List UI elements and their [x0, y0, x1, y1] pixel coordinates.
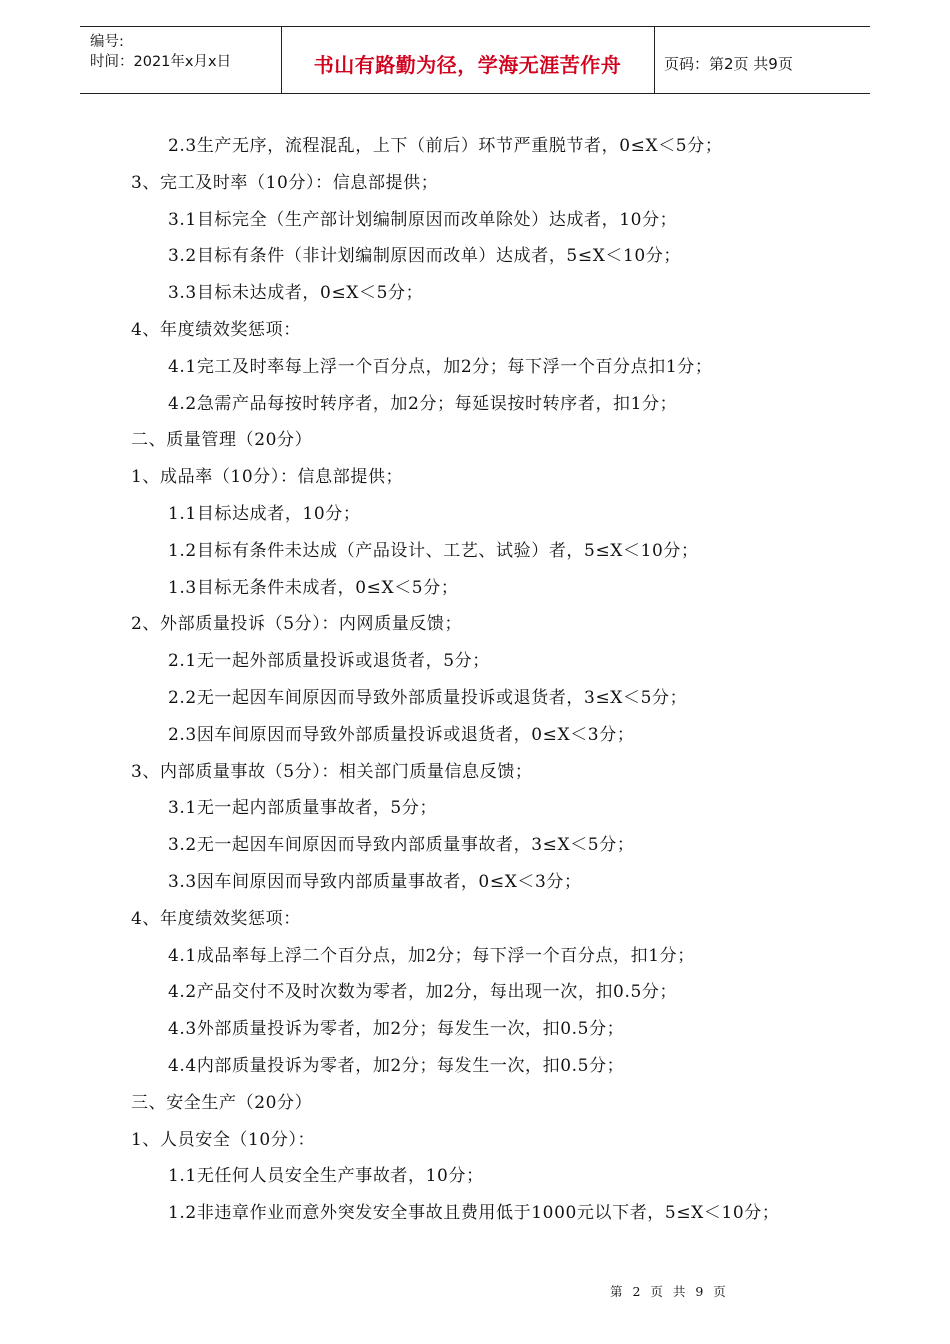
list-item: 3.1无一起内部质量事故者，5分； [168, 798, 438, 819]
header-info-cell [80, 27, 282, 93]
list-item: 4.2产品交付不及时次数为零者，加2分，每出现一次，扣0.5分； [168, 982, 678, 1003]
list-item: 2.2无一起因车间原因而导致外部质量投诉或退货者，3≤X＜5分； [168, 688, 688, 708]
section-heading: 1、成品率（10分）：信息部提供； [131, 467, 404, 488]
list-item: 2.3生产无序，流程混乱，上下（前后）环节严重脱节者，0≤X＜5分； [168, 136, 723, 156]
list-item: 4.4内部质量投诉为零者，加2分；每发生一次，扣0.5分； [168, 1056, 625, 1076]
header-motto: 书山有路勤为径，学海无涯苦作舟 [313, 53, 622, 77]
section-heading: 4、年度绩效奖惩项： [131, 908, 301, 929]
page-header [80, 26, 870, 94]
list-item: 2.1无一起外部质量投诉或退货者，5分； [168, 651, 490, 672]
time-label: 时间：2021年x月x日 [90, 54, 232, 70]
list-item: 1.2非违章作业而意外突发安全事故且费用低于1000元以下者，5≤X＜10分； [168, 1203, 780, 1224]
list-item: 3.3因车间原因而导致内部质量事故者，0≤X＜3分； [168, 872, 582, 892]
serial-label: 编号: [90, 34, 124, 50]
header-motto-cell [281, 27, 655, 93]
section-heading: 4、年度绩效奖惩项： [131, 320, 301, 340]
section-heading: 三、安全生产（20分） [131, 1092, 313, 1113]
section-heading: 1、人员安全（10分）： [131, 1129, 316, 1150]
list-item: 3.2无一起因车间原因而导致内部质量事故者，3≤X＜5分； [168, 835, 635, 856]
list-item: 4.2急需产品每按时转序者，加2分；每延误按时转序者，扣1分； [168, 393, 678, 414]
section-heading: 3、内部质量事故（5分）：相关部门质量信息反馈； [131, 761, 533, 782]
list-item: 1.3目标无条件未成者，0≤X＜5分； [168, 577, 459, 598]
section-heading: 二、质量管理（20分） [131, 430, 313, 451]
list-item: 4.3外部质量投诉为零者，加2分；每发生一次，扣0.5分； [168, 1019, 625, 1040]
list-item: 1.1无任何人员安全生产事故者，10分； [168, 1166, 484, 1187]
list-item: 4.1成品率每上浮二个百分点，加2分；每下浮一个百分点，扣1分； [168, 945, 695, 966]
list-item: 3.2目标有条件（非计划编制原因而改单）达成者，5≤X＜10分； [168, 246, 682, 267]
list-item: 3.3目标未达成者，0≤X＜5分； [168, 283, 424, 304]
page-footer: 第 2 页 共 9 页 [610, 1284, 726, 1299]
list-item: 4.1完工及时率每上浮一个百分点，加2分；每下浮一个百分点扣1分； [168, 356, 713, 377]
header-page-label: 页码：第2页 共9页 [664, 55, 793, 73]
list-item: 1.2目标有条件未达成（产品设计、工艺、试验）者，5≤X＜10分； [168, 540, 699, 561]
section-heading: 2、外部质量投诉（5分）：内网质量反馈； [131, 614, 463, 635]
list-item: 1.1目标达成者，10分； [168, 504, 361, 524]
list-item: 2.3因车间原因而导致外部质量投诉或退货者，0≤X＜3分； [168, 724, 635, 745]
section-heading: 3、完工及时率（10分）：信息部提供； [131, 172, 439, 193]
list-item: 3.1目标完全（生产部计划编制原因而改单除处）达成者，10分； [168, 209, 678, 230]
header-page-cell [654, 27, 870, 93]
